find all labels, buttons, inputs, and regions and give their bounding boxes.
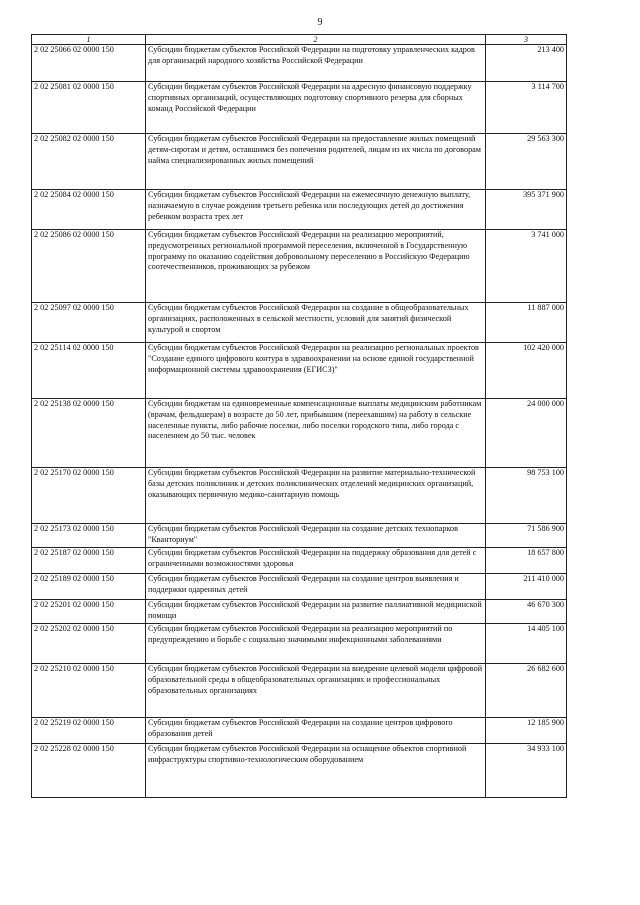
amount: 14 405 100	[486, 624, 567, 664]
budget-code: 2 02 25084 02 0000 150	[32, 190, 146, 230]
amount: 24 000 000	[486, 399, 567, 468]
subsidy-description: Субсидии бюджетам на единовременные компенсационные выплаты медицинским работникам (врачам, фельдшерам) в возрасте до 50 лет, прибывшим (переехавшим) на работу в сельские населенные пункты, либо рабочие поселки, либо поселки городского типа, либо города с населением до 50 тыс. человек	[146, 399, 486, 468]
subsidy-description: Субсидии бюджетам субъектов Российской Федерации на реализацию мероприятий, предусмотренных региональной программой переселения, включенной в Государственную программу по оказанию содействия добровольному переселению в Российскую Федерацию соотечественников, проживающих за рубежом	[146, 230, 486, 303]
amount: 11 887 000	[486, 303, 567, 343]
column-header-3: 3	[486, 35, 567, 45]
subsidy-description: Субсидии бюджетам субъектов Российской Федерации на реализацию региональных проектов "Создание единого цифрового контура в здравоохранении на основе единой государственной информационной системы здравоохранения (ЕГИСЗ)"	[146, 343, 486, 399]
subsidy-description: Субсидии бюджетам субъектов Российской Федерации на подготовку управленческих кадров для организаций народного хозяйства Российской Федерации	[146, 45, 486, 82]
table-row	[32, 303, 567, 343]
budget-code: 2 02 25170 02 0000 150	[32, 468, 146, 524]
column-header-1: 1	[32, 35, 146, 45]
table-row	[32, 664, 567, 718]
subsidy-description: Субсидии бюджетам субъектов Российской Федерации на создание центров цифрового образования детей	[146, 718, 486, 744]
table-row	[32, 134, 567, 190]
budget-code: 2 02 25228 02 0000 150	[32, 744, 146, 798]
table-row	[32, 600, 567, 624]
budget-code: 2 02 25202 02 0000 150	[32, 624, 146, 664]
budget-table	[31, 34, 567, 798]
table-row	[32, 82, 567, 134]
table-row	[32, 343, 567, 399]
column-header-2: 2	[146, 35, 486, 45]
table-row	[32, 45, 567, 82]
page-number: 9	[317, 17, 323, 28]
budget-code: 2 02 25138 02 0000 150	[32, 399, 146, 468]
budget-code: 2 02 25210 02 0000 150	[32, 664, 146, 718]
subsidy-description: Субсидии бюджетам субъектов Российской Федерации на внедрение целевой модели цифровой образовательной среды в общеобразовательных организациях и профессиональных образовательных организациях	[146, 664, 486, 718]
subsidy-description: Субсидии бюджетам субъектов Российской Федерации на реализацию мероприятий по предупреждению и борьбе с социально значимыми инфекционными заболеваниями	[146, 624, 486, 664]
table-row	[32, 230, 567, 303]
amount: 3 741 000	[486, 230, 567, 303]
table-row	[32, 399, 567, 468]
table-header	[32, 35, 567, 45]
table-row	[32, 190, 567, 230]
budget-code: 2 02 25086 02 0000 150	[32, 230, 146, 303]
amount: 18 657 800	[486, 548, 567, 574]
amount: 3 114 700	[486, 82, 567, 134]
table-row	[32, 718, 567, 744]
table-row	[32, 468, 567, 524]
subsidy-description: Субсидии бюджетам субъектов Российской Федерации на адресную финансовую поддержку спортивных организаций, осуществляющих подготовку спортивного резерва для сборных команд Российской Федерации	[146, 82, 486, 134]
table-row	[32, 744, 567, 798]
subsidy-description: Субсидии бюджетам субъектов Российской Федерации на развитие материально-технической базы детских поликлиник и детских поликлинических отделений медицинских организаций, оказывающих первичную медико-санитарную помощь	[146, 468, 486, 524]
table-row	[32, 524, 567, 548]
subsidy-description: Субсидии бюджетам субъектов Российской Федерации на создание в общеобразовательных организациях, расположенных в сельской местности, условий для занятий физической культурой и спортом	[146, 303, 486, 343]
subsidy-description: Субсидии бюджетам субъектов Российской Федерации на оснащение объектов спортивной инфраструктуры спортивно-технологическим оборудованием	[146, 744, 486, 798]
budget-code: 2 02 25219 02 0000 150	[32, 718, 146, 744]
subsidy-description: Субсидии бюджетам субъектов Российской Федерации на создание детских технопарков "Кванториум"	[146, 524, 486, 548]
amount: 71 586 900	[486, 524, 567, 548]
budget-code: 2 02 25081 02 0000 150	[32, 82, 146, 134]
budget-code: 2 02 25114 02 0000 150	[32, 343, 146, 399]
budget-code: 2 02 25187 02 0000 150	[32, 548, 146, 574]
budget-code: 2 02 25189 02 0000 150	[32, 574, 146, 600]
amount: 29 563 300	[486, 134, 567, 190]
amount: 98 753 100	[486, 468, 567, 524]
amount: 395 371 900	[486, 190, 567, 230]
amount: 34 933 100	[486, 744, 567, 798]
budget-code: 2 02 25173 02 0000 150	[32, 524, 146, 548]
budget-code: 2 02 25082 02 0000 150	[32, 134, 146, 190]
table-row	[32, 574, 567, 600]
subsidy-description: Субсидии бюджетам субъектов Российской Федерации на ежемесячную денежную выплату, назначаемую в случае рождения третьего ребенка или последующих детей до достижения ребенком возраста трех лет	[146, 190, 486, 230]
amount: 102 420 000	[486, 343, 567, 399]
budget-code: 2 02 25201 02 0000 150	[32, 600, 146, 624]
table-row	[32, 548, 567, 574]
amount: 26 682 600	[486, 664, 567, 718]
budget-code: 2 02 25066 02 0000 150	[32, 45, 146, 82]
column-number-row	[32, 35, 567, 45]
budget-code: 2 02 25097 02 0000 150	[32, 303, 146, 343]
amount: 211 410 000	[486, 574, 567, 600]
amount: 46 670 300	[486, 600, 567, 624]
subsidy-description: Субсидии бюджетам субъектов Российской Федерации на поддержку образования для детей с ограниченными возможностями здоровья	[146, 548, 486, 574]
subsidy-description: Субсидии бюджетам субъектов Российской Федерации на предоставление жилых помещений детям-сиротам и детям, оставшимся без попечения родителей, лицам из их числа по договорам найма специализированных жилых помещений	[146, 134, 486, 190]
amount: 213 400	[486, 45, 567, 82]
table-row	[32, 624, 567, 664]
subsidy-description: Субсидии бюджетам субъектов Российской Федерации на создание центров выявления и поддержки одаренных детей	[146, 574, 486, 600]
amount: 12 185 900	[486, 718, 567, 744]
subsidy-description: Субсидии бюджетам субъектов Российской Федерации на развитие паллиативной медицинской помощи	[146, 600, 486, 624]
